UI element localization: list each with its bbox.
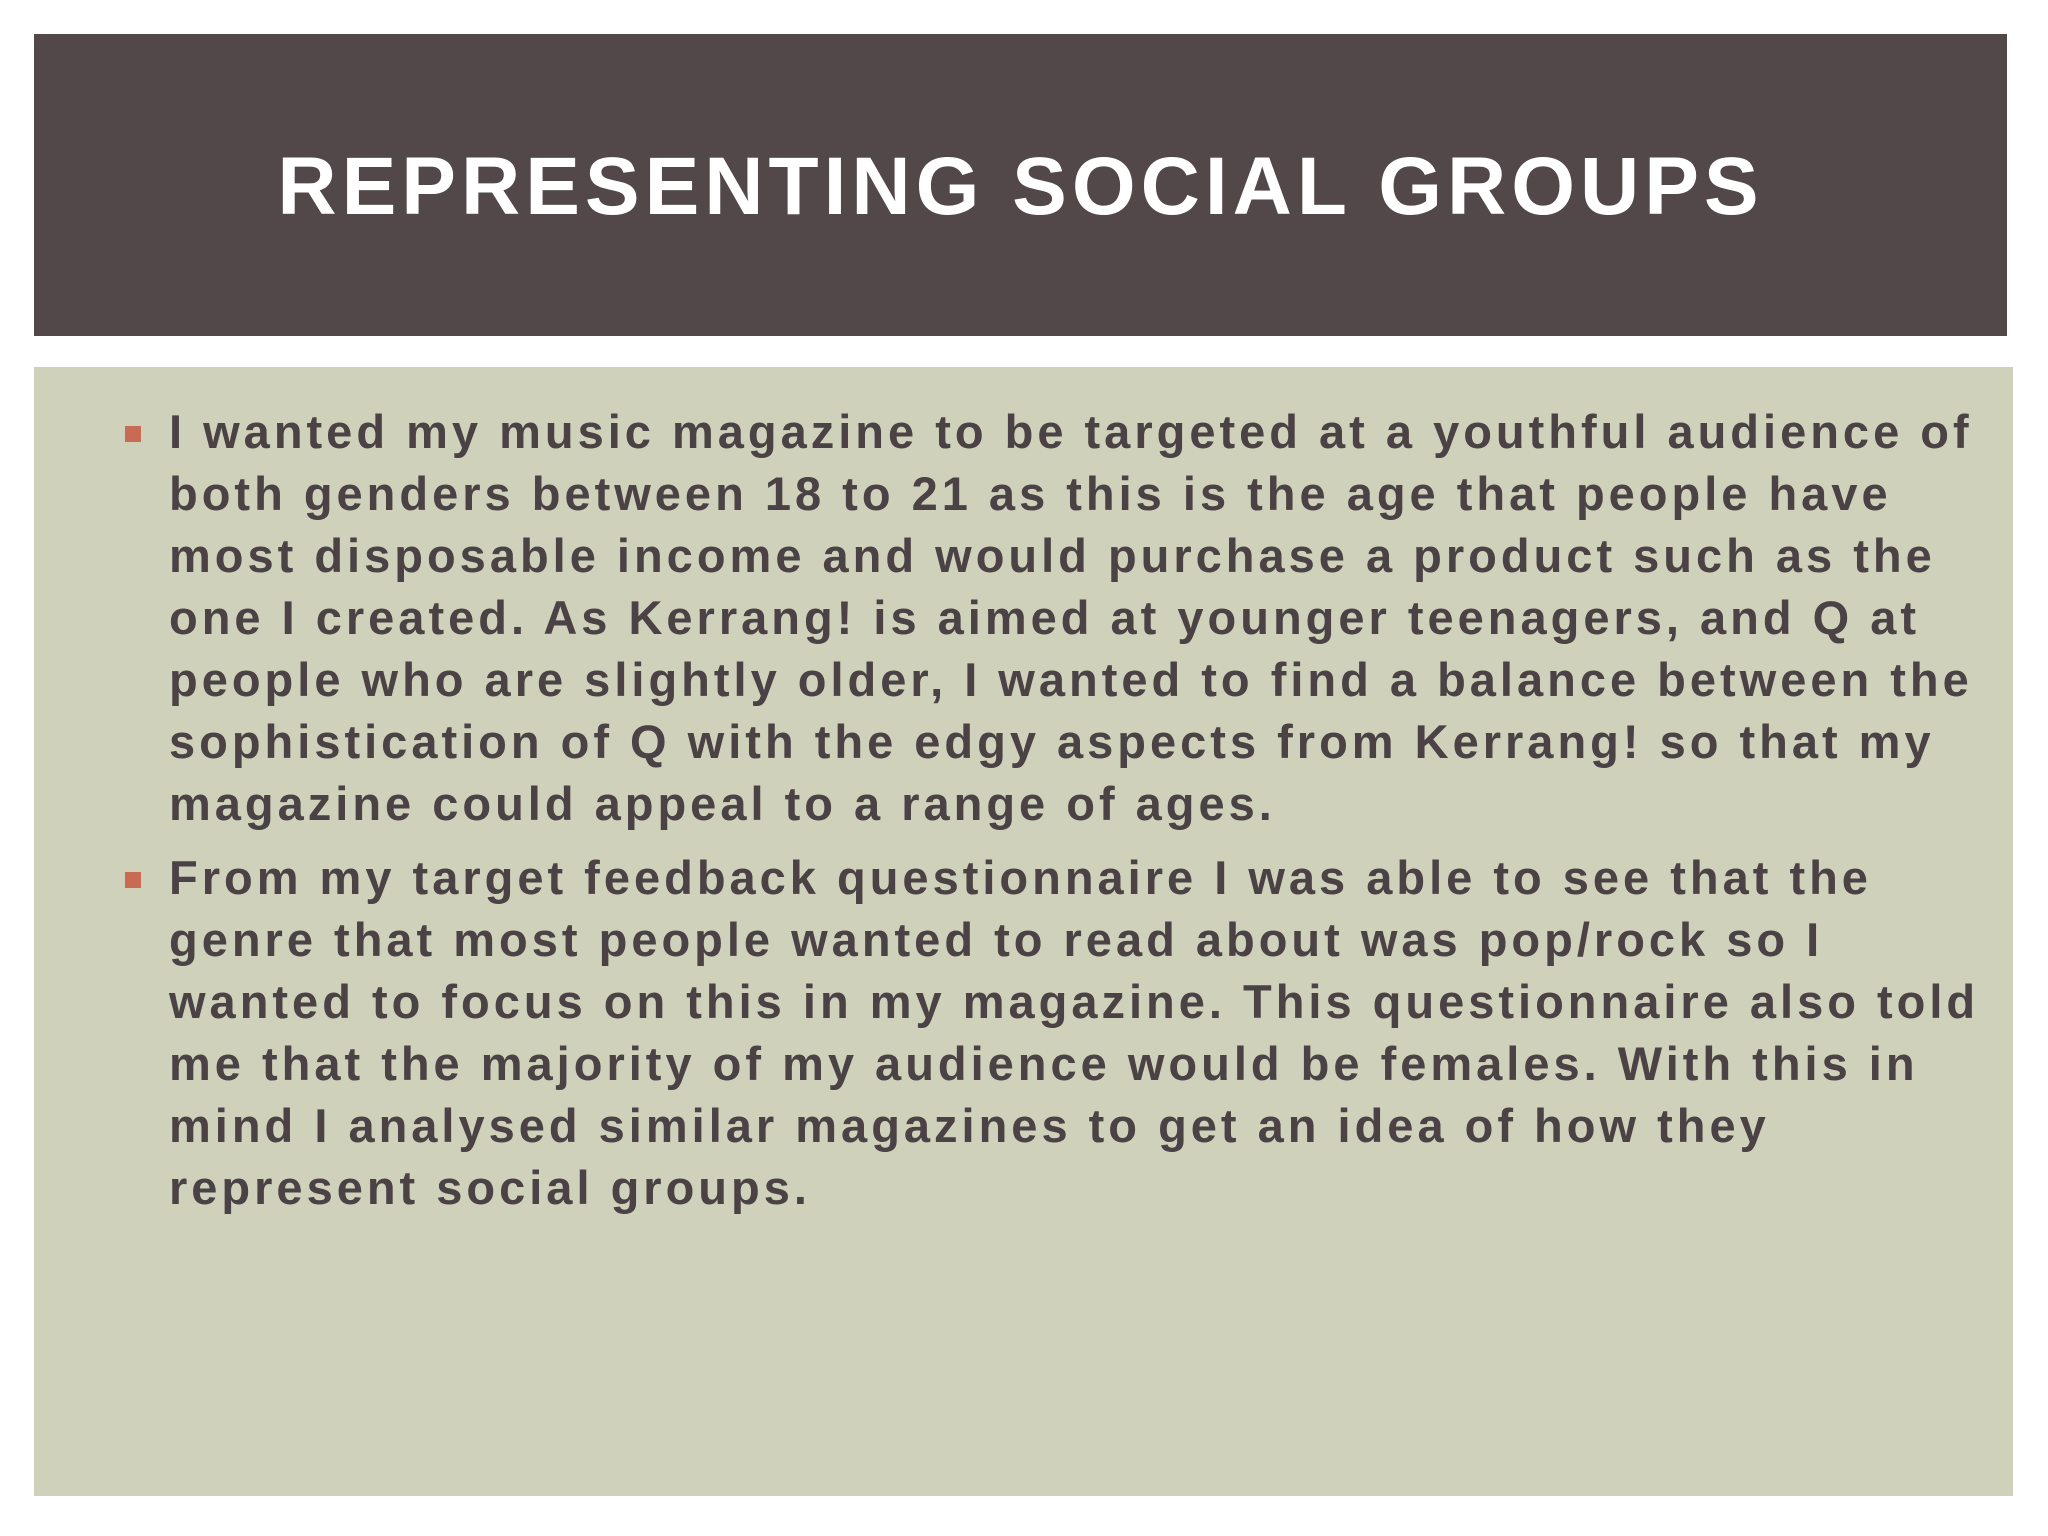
bullet-text: I wanted my music magazine to be targeted at a youthful audience of both genders between 18 to 21 as this is the age that people have most disposable income and would purchase a product such as the one I created. As Kerrang! is aimed at younger teenagers, and Q at people who are slightly older, I wanted to find a balance between the sophistication of Q with the edgy aspects from Kerrang! so that my magazine could appeal to a range of ages. xyxy=(169,405,1973,830)
bullet-list xyxy=(122,401,1992,1231)
square-bullet-icon xyxy=(125,426,141,442)
slide-title: REPRESENTING SOCIAL GROUPS xyxy=(277,141,1764,232)
bullet-text: From my target feedback questionnaire I was able to see that the genre that most people wanted to read about was pop/rock so I wanted to focus on this in my magazine. This questionnaire also told me that the majority of my audience would be females. With this in mind I analysed similar magazines to get an idea of how they represent social groups. xyxy=(169,851,1980,1214)
bullet-item xyxy=(122,401,1992,835)
bullet-item xyxy=(122,847,1992,1219)
title-bar xyxy=(34,34,2007,336)
square-bullet-icon xyxy=(125,872,141,888)
content-area xyxy=(34,367,2013,1496)
